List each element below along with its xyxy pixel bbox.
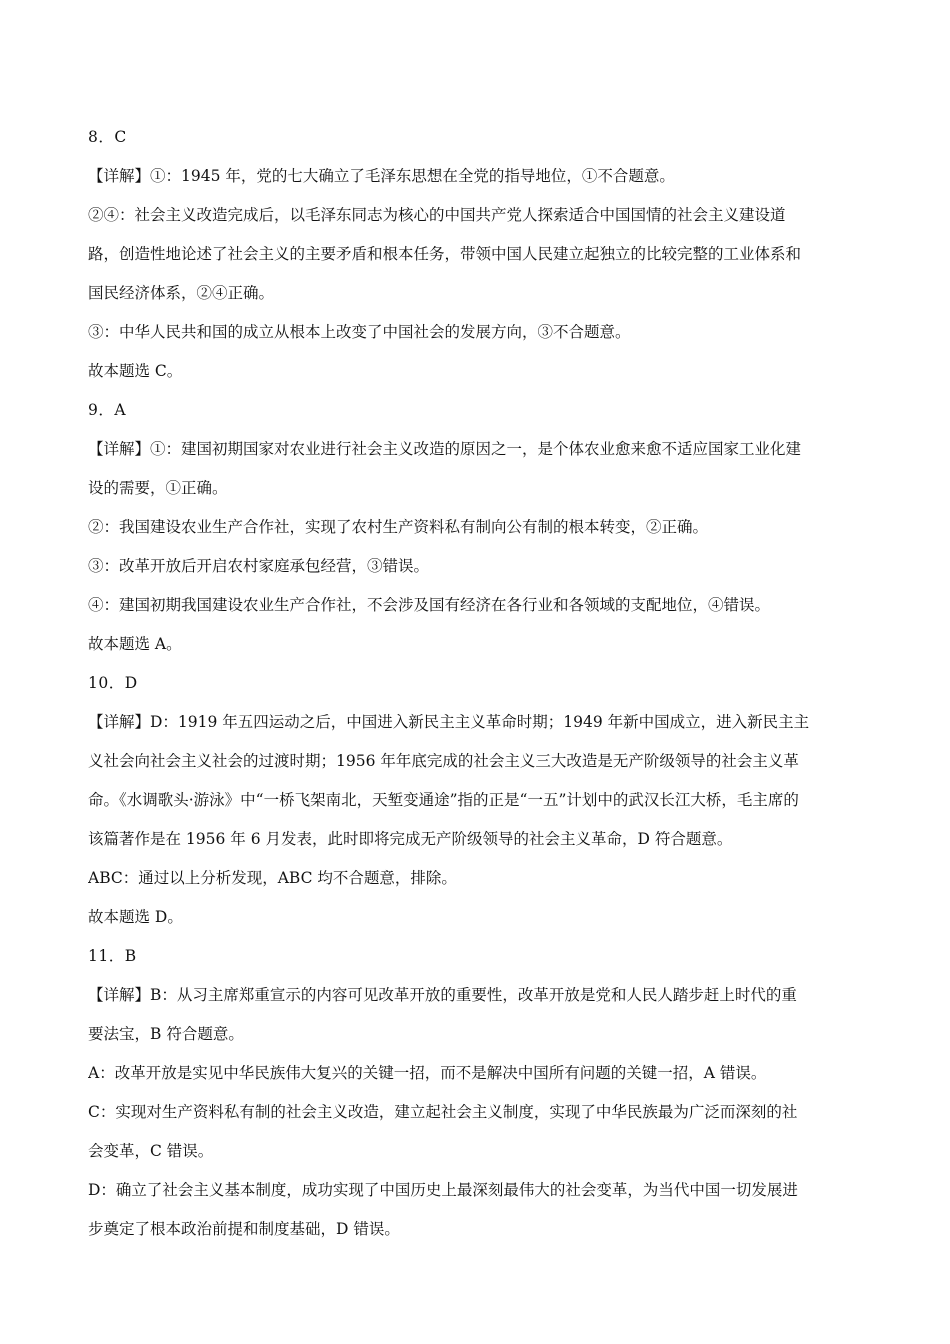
conclusion-line: 故本题选 C。 (88, 362, 183, 380)
answer-heading: 11．B (88, 947, 137, 965)
answer-heading: 9．A (88, 401, 127, 419)
explanation-paragraph: D：确立了社会主义基本制度，成功实现了中国历史上最深刻最伟大的社会变革，为当代中国一切发展进步奠定了根本政治前提和制度基础，D 错误。 (88, 1181, 798, 1238)
explanation-paragraph: 【详解】①：建国初期国家对农业进行社会主义改造的原因之一，是个体农业愈来愈不适应国家工业化建设的需要，①正确。 (88, 440, 802, 497)
explanation-paragraph: 【详解】B：从习主席郑重宣示的内容可见改革开放的重要性，改革开放是党和人民人踏步赶上时代的重要法宝，B 符合题意。 (88, 986, 797, 1043)
answer-heading: 8．C (88, 128, 127, 146)
answer-heading: 10．D (88, 674, 138, 692)
answer-item-11 (88, 937, 810, 1249)
explanation-paragraph: ②④：社会主义改造完成后，以毛泽东同志为核心的中国共产党人探索适合中国国情的社会主义建设道路，创造性地论述了社会主义的主要矛盾和根本任务，带领中国人民建立起独立的比较完整的工业体系和国民经济体系，②④正确。 (88, 206, 802, 302)
explanation-paragraph: ②：我国建设农业生产合作社，实现了农村生产资料私有制向公有制的根本转变，②正确。 (88, 518, 709, 536)
conclusion-line: 故本题选 D。 (88, 908, 183, 926)
explanation-paragraph: 【详解】①：1945 年，党的七大确立了毛泽东思想在全党的指导地位，①不合题意。 (88, 167, 675, 185)
explanation-paragraph: ABC：通过以上分析发现，ABC 均不合题意，排除。 (88, 869, 457, 887)
answer-item-8 (88, 118, 810, 391)
answer-item-9 (88, 391, 810, 664)
explanation-paragraph: C：实现对生产资料私有制的社会主义改造，建立起社会主义制度，实现了中华民族最为广泛而深刻的社会变革，C 错误。 (88, 1103, 798, 1160)
explanation-paragraph: A：改革开放是实见中华民族伟大复兴的关键一招，而不是解决中国所有问题的关键一招，A 错误。 (88, 1064, 767, 1082)
explanation-paragraph: 【详解】D：1919 年五四运动之后，中国进入新民主主义革命时期；1949 年新中国成立，进入新民主主义社会向社会主义社会的过渡时期；1956 年年底完成的社会主义三大改造是无产阶级领导的社会主义革命。《水调歌头·游泳》中“一桥飞架南北，天堑变通途”指的正是“一五”计划中的武汉长江大桥，毛主席的该篇著作是在 1956 年 6 月发表，此时即将完成无产阶级领导的社会主义革命，D 符合题意。 (88, 713, 810, 848)
explanation-paragraph: ③：改革开放后开启农村家庭承包经营，③错误。 (88, 557, 430, 575)
explanation-paragraph: ④：建国初期我国建设农业生产合作社，不会涉及国有经济在各行业和各领域的支配地位，④错误。 (88, 596, 771, 614)
conclusion-line: 故本题选 A。 (88, 635, 182, 653)
explanation-paragraph: ③：中华人民共和国的成立从根本上改变了中国社会的发展方向，③不合题意。 (88, 323, 631, 341)
answer-item-10 (88, 664, 810, 937)
answer-explanations (88, 118, 810, 1249)
